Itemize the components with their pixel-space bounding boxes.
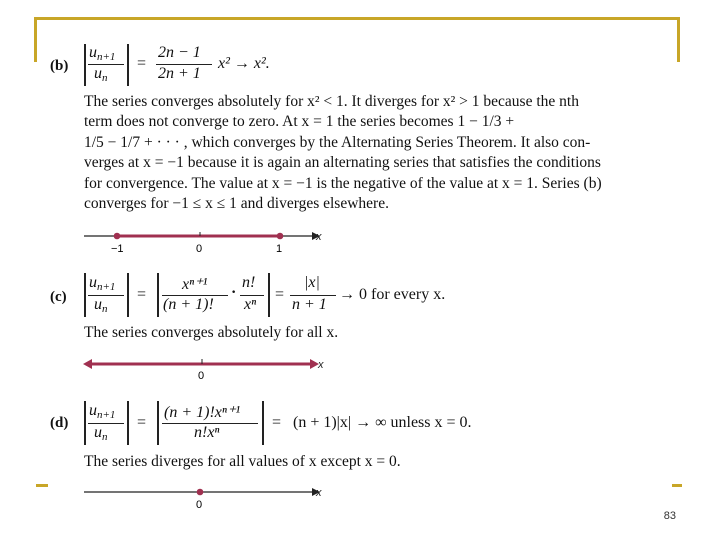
paragraph-line: for convergence. The value at x = −1 is the negative of the value at x = 1. Series (b) bbox=[84, 174, 602, 192]
fraction1-denominator: (n + 1)! bbox=[163, 296, 214, 313]
fraction3-denominator: n + 1 bbox=[292, 296, 327, 313]
abs-bar-right-2 bbox=[262, 401, 264, 445]
fraction2-numerator: n! bbox=[242, 274, 256, 291]
abs-bar-left-2 bbox=[157, 401, 159, 445]
ratio-denominator: un bbox=[94, 296, 108, 315]
abs-bar-right bbox=[127, 401, 129, 445]
equation-tail: x² → x². bbox=[218, 55, 270, 72]
part-b-number-line bbox=[80, 226, 340, 256]
endpoint-dot-right bbox=[277, 233, 284, 240]
fraction-numerator: (n + 1)!xⁿ⁺¹ bbox=[164, 404, 241, 421]
tick-label-neg1: −1 bbox=[111, 243, 124, 255]
page-number: 83 bbox=[663, 510, 676, 522]
paragraph-line: The series converges absolutely for x² < 1. It diverges for x² > 1 because the nth bbox=[84, 93, 579, 110]
abs-bar-left bbox=[84, 273, 86, 317]
axis-var-label: x bbox=[316, 487, 322, 499]
paragraph-line: 1/5 − 1/7 + · · · , which converges by the Alternating Series Theorem. It also con- bbox=[84, 133, 591, 151]
equals-sign-2: = bbox=[275, 286, 285, 303]
frame-right-border bbox=[677, 17, 680, 62]
fraction3-numerator: |x| bbox=[304, 274, 320, 291]
abs-bar-left bbox=[84, 401, 86, 445]
abs-bar-left-2 bbox=[157, 273, 159, 317]
equals-sign: = bbox=[137, 414, 147, 431]
frame-top-border bbox=[34, 17, 680, 20]
part-d-label: (d) bbox=[50, 415, 69, 431]
equals-sign-2: = bbox=[272, 414, 282, 431]
part-c-label: (c) bbox=[50, 289, 67, 305]
paragraph-line: term does not converge to zero. At x = 1 the series becomes 1 − 1/3 + bbox=[84, 113, 515, 131]
axis-var-label: x bbox=[316, 231, 322, 243]
tick-label-0: 0 bbox=[196, 499, 203, 511]
part-b-label: (b) bbox=[50, 58, 69, 74]
equals-sign: = bbox=[137, 55, 147, 72]
fraction2-denominator: xⁿ bbox=[244, 296, 257, 313]
part-c-number-line bbox=[80, 352, 340, 382]
axis-var-label: x bbox=[318, 359, 324, 371]
fraction-numerator: 2n − 1 bbox=[158, 44, 201, 61]
abs-bar-right bbox=[127, 44, 129, 86]
equation-tail: → 0 for every x. bbox=[339, 286, 446, 303]
fraction-denominator: n!xⁿ bbox=[194, 424, 220, 441]
paragraph-line: converges for −1 ≤ x ≤ 1 and diverges elsewhere. bbox=[84, 195, 389, 213]
ratio-numerator: un+1 bbox=[89, 402, 116, 421]
tick-label-1: 1 bbox=[276, 243, 283, 255]
tick-label-0: 0 bbox=[198, 370, 205, 382]
part-b-paragraph bbox=[84, 92, 676, 214]
point-dot-zero bbox=[197, 489, 204, 496]
tick-label-0: 0 bbox=[196, 243, 203, 255]
frame-bottom-right-tick bbox=[672, 484, 682, 487]
equation-tail: (n + 1)|x| → ∞ unless x = 0. bbox=[293, 414, 472, 431]
ratio-denominator: un bbox=[94, 65, 108, 84]
endpoint-dot-left bbox=[114, 233, 121, 240]
ratio-denominator: un bbox=[94, 424, 108, 443]
abs-bar-right-2 bbox=[268, 273, 270, 317]
multiplication-dot: · bbox=[231, 284, 237, 301]
frame-bottom-left-tick bbox=[36, 484, 48, 487]
ratio-numerator: un+1 bbox=[89, 274, 116, 293]
fraction1-numerator: xⁿ⁺¹ bbox=[182, 276, 208, 293]
abs-bar-left bbox=[84, 44, 86, 86]
frame-left-border bbox=[34, 17, 37, 62]
part-d-paragraph: The series diverges for all values of x except x = 0. bbox=[84, 453, 401, 470]
part-d-number-line bbox=[80, 482, 340, 512]
abs-bar-right bbox=[127, 273, 129, 317]
paragraph-line: verges at x = −1 because it is again an alternating series that satisfies the conditions bbox=[84, 154, 601, 172]
fraction-denominator: 2n + 1 bbox=[158, 65, 201, 82]
equals-sign: = bbox=[137, 286, 147, 303]
part-c-paragraph: The series converges absolutely for all x. bbox=[84, 324, 339, 341]
ratio-numerator: un+1 bbox=[89, 44, 116, 63]
left-arrowhead bbox=[83, 359, 92, 369]
